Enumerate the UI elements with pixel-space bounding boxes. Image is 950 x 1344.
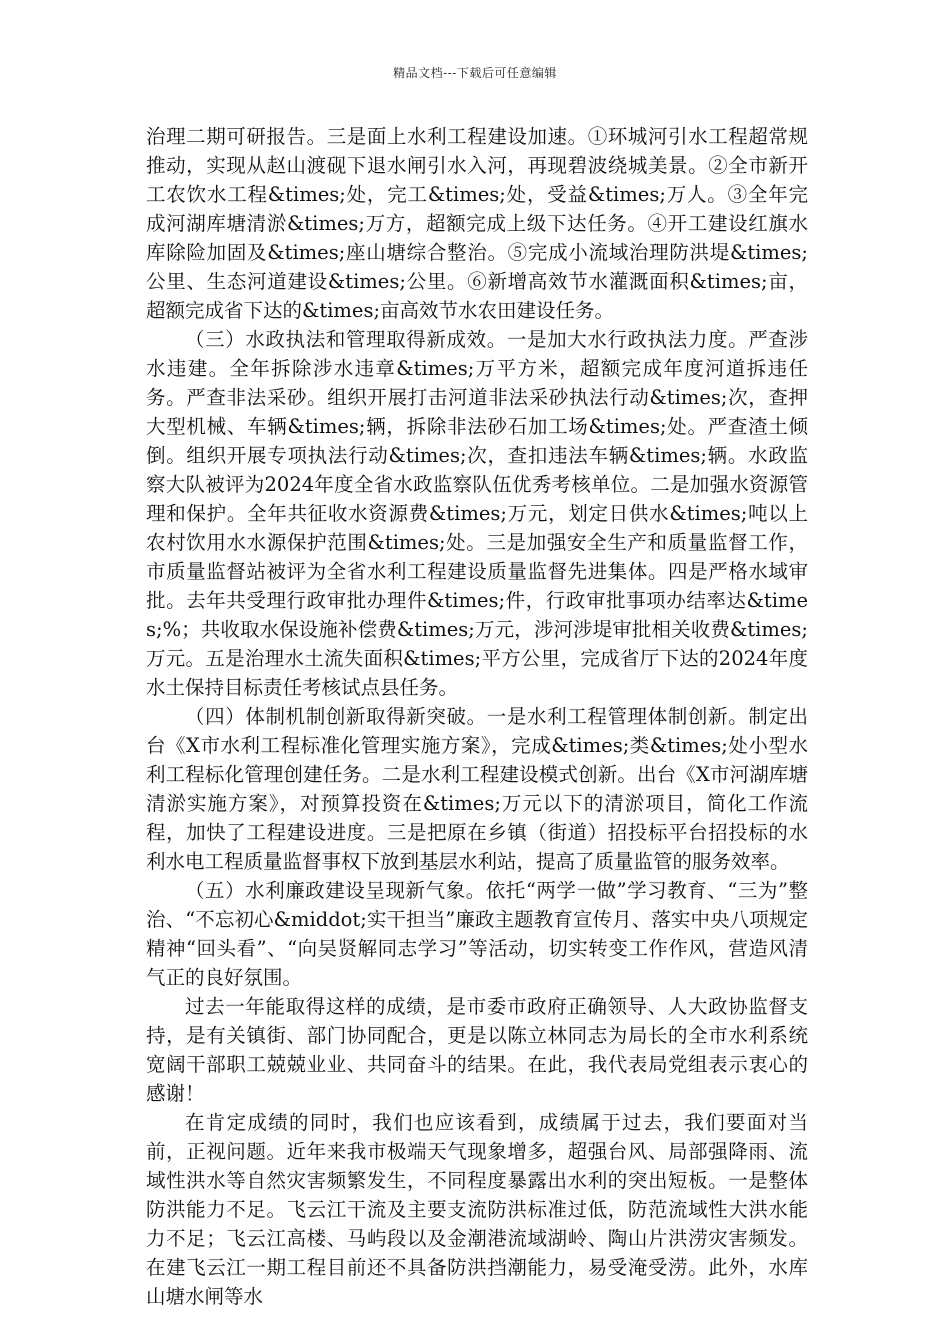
- page-header: 精品文档---下载后可任意编辑: [393, 66, 557, 80]
- paragraph-5: 过去一年能取得这样的成绩，是市委市政府正确领导、人大政协监督支持，是有关镇街、部门协同配合，更是以陈立林同志为局长的全市水利系统宽阔干部职工兢兢业业、共同奋斗的结果。在此，我代表局党组表示衷心的感谢！: [146, 995, 808, 1105]
- paragraph-4: （五）水利廉政建设呈现新气象。依托“两学一做”学习教育、“三为”整治、“不忘初心&middot;实干担当”廉政主题教育宣传月、落实中央八项规定精神“回头看”、“向吴贤解同志学习”等活动，切实转变工作作风，营造风清气正的良好氛围。: [146, 879, 808, 989]
- paragraph-6: 在肯定成绩的同时，我们也应该看到，成绩属于过去，我们要面对当前，正视问题。近年来我市极端天气现象增多，超强台风、局部强降雨、流域性洪水等自然灾害频繁发生，不同程度暴露出水利的突出短板。一是整体防洪能力不足。飞云江干流及主要支流防洪标准过低，防范流域性大洪水能力不足；飞云江高楼、马屿段以及金潮港流域湖岭、陶山片洪涝灾害频发。在建飞云江一期工程目前还不具备防洪挡潮能力，易受淹受涝。此外，水库山塘水闸等水: [146, 1111, 808, 1308]
- paragraph-2: （三）水政执法和管理取得新成效。一是加大水行政执法力度。严查涉水违建。全年拆除涉水违章&times;万平方米，超额完成年度河道拆违任务。严查非法采砂。组织开展打击河道非法采砂执法行动&times;次，查押大型机械、车辆&times;辆，拆除非法砂石加工场&times;处。严查渣土倾倒。组织开展专项执法行动&times;次，查扣违法车辆&times;辆。水政监察大队被评为2024年度全省水政监察队伍优秀考核单位。二是加强水资源管理和保护。全年共征收水资源费&times;万元，划定日供水&times;吨以上农村饮用水水源保护范围&times;处。三是加强安全生产和质量监督工作，市质量监督站被评为全省水利工程建设质量监督先进集体。四是严格水域审批。去年共受理行政审批办理件&times;件，行政审批事项办结率达&times;%；共收取水保设施补偿费&times;万元，涉河涉堤审批相关收费&times;万元。五是治理水土流失面积&times;平方公里，完成省厅下达的2024年度水土保持目标责任考核试点县任务。: [146, 328, 808, 699]
- paragraph-3: （四）体制机制创新取得新突破。一是水利工程管理体制创新。制定出台《X市水利工程标准化管理实施方案》，完成&times;类&times;处小型水利工程标化管理创建任务。二是水利工程建设模式创新。出台《X市河湖库塘清淤实施方案》，对预算投资在&times;万元以下的清淤项目，简化工作流程，加快了工程建设进度。三是把原在乡镇（街道）招投标平台招投标的水利水电工程质量监督事权下放到基层水利站，提高了质量监管的服务效率。: [146, 705, 808, 873]
- document-body: [146, 122, 808, 1311]
- paragraph-1: 治理二期可研报告。三是面上水利工程建设加速。①环城河引水工程超常规推动，实现从赵山渡砚下退水闸引水入河，再现碧波绕城美景。②全市新开工农饮水工程&times;处，完工&times;处，受益&times;万人。③全年完成河湖库塘清淤&times;万方，超额完成上级下达任务。④开工建设红旗水库除险加固及&times;座山塘综合整治。⑤完成小流域治理防洪堤&times;公里、生态河道建设&times;公里。⑥新增高效节水灌溉面积&times;亩，超额完成省下达的&times;亩高效节水农田建设任务。: [146, 125, 808, 322]
